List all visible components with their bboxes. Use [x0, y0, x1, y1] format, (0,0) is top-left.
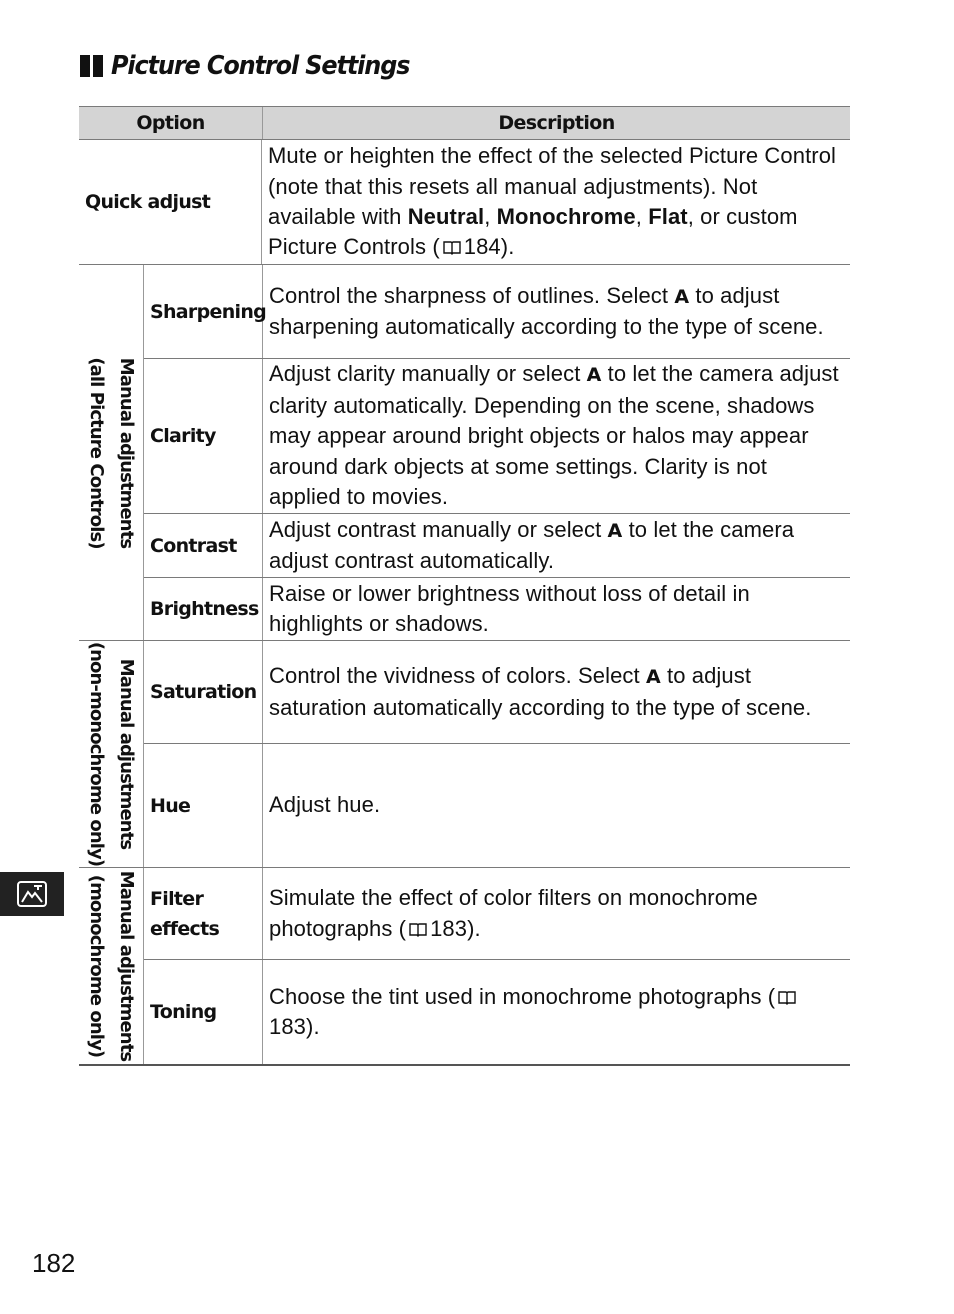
settings-table [79, 106, 850, 1066]
table-row-filter-effects [144, 868, 850, 960]
option-sharpening: Sharpening [144, 265, 263, 358]
option-clarity: Clarity [144, 359, 263, 513]
option-hue: Hue [144, 744, 263, 867]
table-row-quick-adjust [79, 140, 850, 265]
description-clarity: Adjust clarity manually or select A to let the camera adjust clarity automatically. Depending on the scene, shadows may appear around bright objects or halos may appear around dark objects at some settings. Clarity is not applied to movies. [269, 361, 839, 510]
section-heading [80, 46, 435, 86]
page-number: 182 [32, 1248, 76, 1278]
option-filter-effects: Filter effects [144, 868, 263, 959]
auto-key-icon: A [586, 364, 602, 387]
table-row-contrast [144, 514, 850, 578]
table-row-sharpening [144, 265, 850, 359]
description-brightness: Raise or lower brightness without loss of detail in highlights or shadows. [269, 580, 750, 636]
description-hue: Adjust hue. [269, 792, 381, 818]
description-saturation: Control the vividness of colors. Select A to adjust saturation automatically according to the type of scene. [269, 663, 812, 720]
option-contrast: Contrast [144, 514, 263, 577]
section-marker-icon [80, 55, 103, 77]
group-non-monochrome [79, 641, 850, 868]
flat-term: Flat [648, 204, 688, 229]
header-description: Description [498, 112, 615, 134]
monochrome-term: Monochrome [496, 204, 636, 229]
description-contrast: Adjust contrast manually or select A to let the camera adjust contrast automatically. [269, 516, 795, 573]
chapter-tab[interactable] [0, 872, 64, 916]
page-ref[interactable]: 183 [269, 1014, 307, 1039]
group-label: Manual adjustments (non-monochrome only) [79, 641, 144, 867]
group-monochrome [79, 868, 850, 1064]
description-sharpening: Control the sharpness of outlines. Select A to adjust sharpening automatically according to the type of scene. [269, 282, 824, 339]
table-row-clarity [144, 359, 850, 514]
section-title: Picture Control Settings [111, 51, 410, 81]
description-toning: Choose the tint used in monochrome photographs (183). [263, 960, 850, 1064]
table-row-hue [144, 744, 850, 867]
group-label: Manual adjustments (monochrome only) [79, 868, 144, 1064]
option-quick-adjust: Quick adjust [79, 140, 262, 264]
book-icon [777, 990, 797, 1005]
group-label: Manual adjustments (all Picture Controls) [79, 265, 144, 640]
table-row-toning [144, 960, 850, 1064]
option-saturation: Saturation [144, 641, 263, 743]
neutral-term: Neutral [407, 204, 485, 229]
book-icon [442, 240, 462, 255]
description-filter-effects: Simulate the effect of color filters on monochrome photographs ( 183). [269, 885, 758, 941]
page-ref[interactable]: 183 [430, 915, 468, 941]
header-option: Option [79, 107, 263, 139]
auto-key-icon: A [607, 519, 623, 542]
auto-key-icon: A [674, 285, 690, 308]
table-header [79, 107, 850, 140]
option-toning: Toning [144, 960, 263, 1064]
page-ref[interactable]: 184 [463, 234, 501, 260]
auto-key-icon: A [645, 666, 661, 689]
book-icon [408, 922, 428, 937]
table-row-brightness [144, 578, 850, 640]
group-all-picture-controls [79, 265, 850, 641]
table-row-saturation [144, 641, 850, 744]
option-brightness: Brightness [144, 578, 263, 640]
description-quick-adjust: Mute or heighten the effect of the selected Picture Control (note that this resets all manual adjustments). Not available with Neutral, Monochrome, Flat, or custom Picture Controls ( 184). [268, 143, 837, 260]
picture-control-menu-icon [14, 878, 50, 910]
